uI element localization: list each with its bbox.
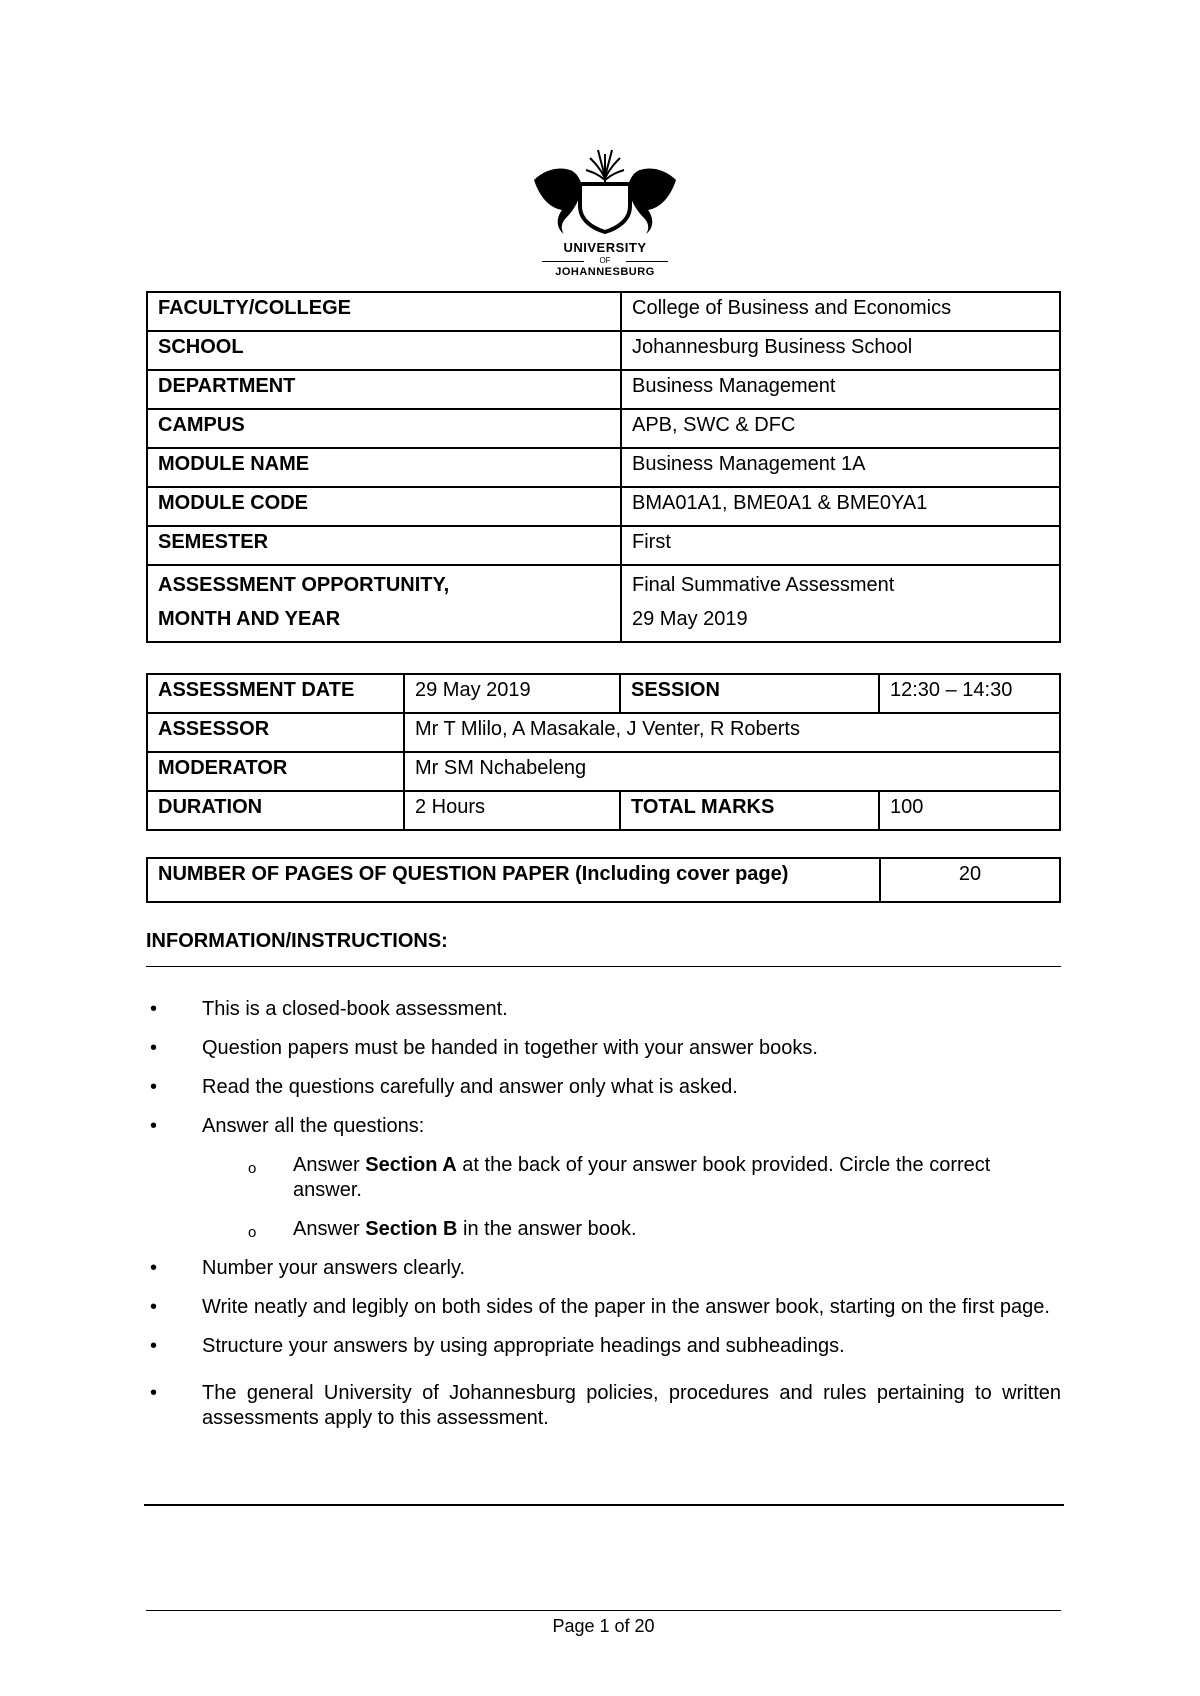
pages-table xyxy=(146,857,1061,903)
assessor-value: Mr T Mlilo, A Masakale, J Venter, R Roberts xyxy=(404,713,1060,752)
instruction-text: Write neatly and legibly on both sides of the paper in the answer book, starting on the first page. xyxy=(202,1296,1050,1318)
table-row xyxy=(147,370,1060,409)
module-details-table xyxy=(146,291,1061,643)
moderator-label: MODERATOR xyxy=(147,752,404,791)
list-item xyxy=(146,1295,1061,1320)
table-row xyxy=(147,791,1060,830)
sub-instructions-list xyxy=(202,1153,1061,1242)
school-value: Johannesburg Business School xyxy=(621,331,1060,370)
logo-line-university: UNIVERSITY xyxy=(563,240,647,255)
assessment-date-label: ASSESSMENT DATE xyxy=(147,674,404,713)
instruction-text: Number your answers clearly. xyxy=(202,1257,466,1279)
department-label: DEPARTMENT xyxy=(147,370,621,409)
session-value: 12:30 – 14:30 xyxy=(879,674,1060,713)
table-row xyxy=(147,526,1060,565)
sub-a-bold: Section A xyxy=(365,1154,457,1176)
assessment-date-value: 29 May 2019 xyxy=(404,674,620,713)
table-row xyxy=(147,409,1060,448)
instruction-text: Read the questions carefully and answer only what is asked. xyxy=(202,1076,738,1098)
heading-divider xyxy=(146,966,1061,967)
total-marks-value: 100 xyxy=(879,791,1060,830)
table-row xyxy=(147,487,1060,526)
instruction-text: Structure your answers by using appropriate headings and subheadings. xyxy=(202,1335,845,1357)
table-row xyxy=(147,674,1060,713)
assessor-label: ASSESSOR xyxy=(147,713,404,752)
moderator-value: Mr SM Nchabeleng xyxy=(404,752,1060,791)
sub-b-post: in the answer book. xyxy=(457,1218,637,1240)
logo-line-of: OF xyxy=(542,256,668,265)
logo-line-johannesburg: JOHANNESBURG xyxy=(555,266,655,278)
module-name-value: Business Management 1A xyxy=(621,448,1060,487)
campus-value: APB, SWC & DFC xyxy=(621,409,1060,448)
opportunity-value xyxy=(621,565,1060,642)
table-row xyxy=(147,292,1060,331)
session-label: SESSION xyxy=(620,674,879,713)
sub-b-pre: Answer xyxy=(293,1218,366,1240)
list-item xyxy=(146,997,1061,1022)
school-label: SCHOOL xyxy=(147,331,621,370)
opportunity-label xyxy=(147,565,621,642)
instruction-text: This is a closed-book assessment. xyxy=(202,998,508,1020)
instruction-text: Question papers must be handed in together with your answer books. xyxy=(202,1037,818,1059)
opportunity-label-line2: MONTH AND YEAR xyxy=(158,608,341,630)
instructions-list xyxy=(146,997,1061,1445)
pages-label: NUMBER OF PAGES OF QUESTION PAPER (Including cover page) xyxy=(147,858,880,902)
module-code-label: MODULE CODE xyxy=(147,487,621,526)
faculty-value: College of Business and Economics xyxy=(621,292,1060,331)
section-divider xyxy=(144,1504,1064,1506)
list-item xyxy=(146,1256,1061,1281)
instruction-text: The general University of Johannesburg policies, procedures and rules pertaining to written assessments apply to this assessment. xyxy=(202,1382,1061,1429)
faculty-label: FACULTY/COLLEGE xyxy=(147,292,621,331)
university-logo xyxy=(530,148,680,288)
sub-list-item xyxy=(202,1217,1061,1242)
module-name-label: MODULE NAME xyxy=(147,448,621,487)
duration-label: DURATION xyxy=(147,791,404,830)
footer-divider xyxy=(146,1610,1061,1611)
pages-value: 20 xyxy=(880,858,1060,902)
page-number: Page 1 of 20 xyxy=(552,1616,655,1636)
table-row xyxy=(147,752,1060,791)
table-row xyxy=(147,565,1060,642)
list-item xyxy=(146,1036,1061,1061)
opportunity-value-line1: Final Summative Assessment xyxy=(632,574,895,596)
university-crest-icon xyxy=(530,148,680,238)
list-item xyxy=(146,1381,1061,1431)
sub-b-bold: Section B xyxy=(365,1218,458,1240)
duration-value: 2 Hours xyxy=(404,791,620,830)
instructions-heading: INFORMATION/INSTRUCTIONS: xyxy=(146,930,448,952)
list-item xyxy=(146,1334,1061,1359)
table-row xyxy=(147,713,1060,752)
table-row xyxy=(147,448,1060,487)
instruction-text: Answer all the questions: xyxy=(202,1115,425,1137)
opportunity-label-line1: ASSESSMENT OPPORTUNITY, xyxy=(158,574,450,596)
semester-value: First xyxy=(621,526,1060,565)
total-marks-label: TOTAL MARKS xyxy=(620,791,879,830)
table-row xyxy=(147,331,1060,370)
list-item xyxy=(146,1075,1061,1100)
opportunity-value-line2: 29 May 2019 xyxy=(632,608,748,630)
sub-a-post: at the back of your answer book provided. Circle the correct answer. xyxy=(293,1154,991,1201)
list-item xyxy=(146,1114,1061,1242)
campus-label: CAMPUS xyxy=(147,409,621,448)
table-row xyxy=(147,858,1060,902)
department-value: Business Management xyxy=(621,370,1060,409)
sub-list-item xyxy=(202,1153,1061,1203)
module-code-value: BMA01A1, BME0A1 & BME0YA1 xyxy=(621,487,1060,526)
semester-label: SEMESTER xyxy=(147,526,621,565)
assessment-info-table xyxy=(146,673,1061,831)
sub-a-pre: Answer xyxy=(293,1154,366,1176)
